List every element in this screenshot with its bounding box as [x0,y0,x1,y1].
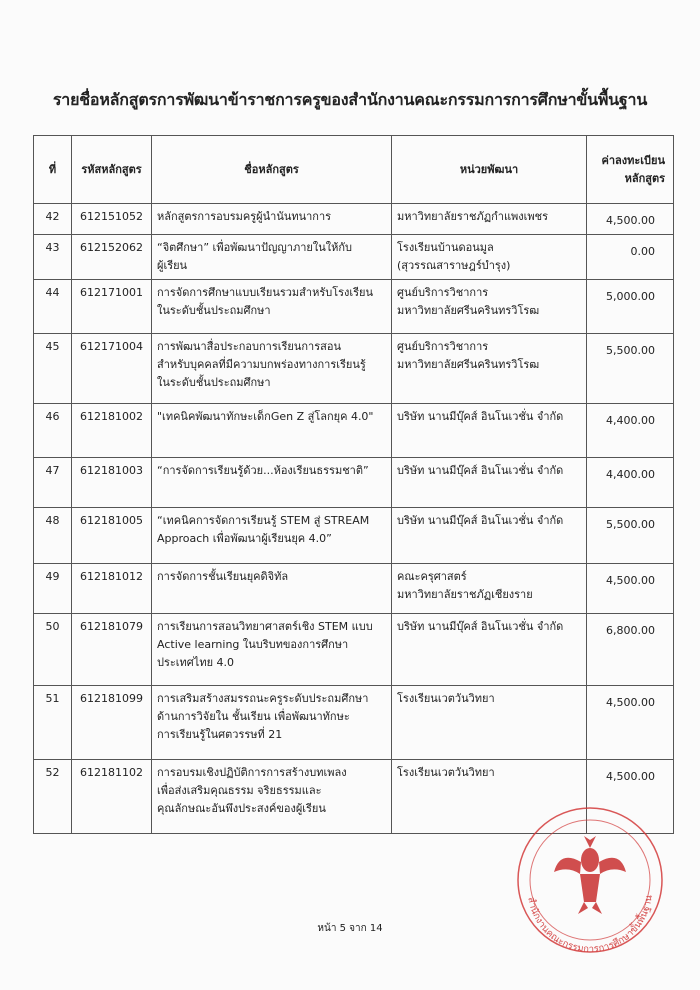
course-code: 612171004 [72,334,152,404]
table-row [34,280,674,334]
table-row [34,686,674,760]
course-name: การอบรมเชิงปฏิบัติการการสร้างบทเพลง เพื่อส่งเสริมคุณธรรม จริยธรรมและ คุณลักษณะอันพึงประสงค์ของผู้เรียน [152,760,392,834]
registration-fee: 4,400.00 [587,458,674,508]
provider-unit: บริษัท นานมีบุ๊คส์ อินโนเวชั่น จำกัด [392,458,587,508]
course-code: 612151052 [72,204,152,235]
course-code: 612181079 [72,614,152,686]
course-code: 612181012 [72,564,152,614]
header-unit: หน่วยพัฒนา [392,136,587,204]
registration-fee: 4,500.00 [587,760,674,834]
table-row [34,614,674,686]
course-name: การเสริมสร้างสมรรถนะครูระดับประถมศึกษา ด้านการวิจัยใน ชั้นเรียน เพื่อพัฒนาทักษะ การเรียนรู้ในศตวรรษที่ 21 [152,686,392,760]
course-code: 612152062 [72,235,152,280]
course-name: หลักสูตรการอบรมครูผู้นำนันทนาการ [152,204,392,235]
provider-unit: ศูนย์บริการวิชาการ มหาวิทยาลัยศรีนครินทรวิโรฒ [392,334,587,404]
table-row [34,404,674,458]
provider-unit: บริษัท นานมีบุ๊คส์ อินโนเวชั่น จำกัด [392,614,587,686]
row-number: 44 [34,280,72,334]
table-row [34,508,674,564]
stamp-text: สำนักงานคณะกรรมการการศึกษาขั้นพื้นฐาน [525,894,655,956]
course-name: การจัดการชั้นเรียนยุคดิจิทัล [152,564,392,614]
table-row [34,458,674,508]
provider-unit: โรงเรียนเวตวันวิทยา [392,760,587,834]
registration-fee: 4,500.00 [587,686,674,760]
registration-fee: 5,500.00 [587,508,674,564]
table-header-row [34,136,674,204]
page-title: รายชื่อหลักสูตรการพัฒนาข้าราชการครูของสำนักงานคณะกรรมการการศึกษาขั้นพื้นฐาน [52,90,648,109]
row-number: 46 [34,404,72,458]
row-number: 52 [34,760,72,834]
row-number: 42 [34,204,72,235]
course-code: 612171001 [72,280,152,334]
course-name: การจัดการศึกษาแบบเรียนรวมสำหรับโรงเรียน ในระดับชั้นประถมศึกษา [152,280,392,334]
row-number: 50 [34,614,72,686]
provider-unit: โรงเรียนบ้านดอนมูล (สุวรรณสาราษฎร์บำรุง) [392,235,587,280]
registration-fee: 4,400.00 [587,404,674,458]
page-number: หน้า 5 จาก 14 [317,923,383,934]
course-name: “การจัดการเรียนรู้ด้วย...ห้องเรียนธรรมชาติ” [152,458,392,508]
header-fee: ค่าลงทะเบียน หลักสูตร [587,136,674,204]
row-number: 49 [34,564,72,614]
garuda-emblem-icon [554,836,626,914]
registration-fee: 5,500.00 [587,334,674,404]
provider-unit: บริษัท นานมีบุ๊คส์ อินโนเวชั่น จำกัด [392,508,587,564]
row-number: 45 [34,334,72,404]
course-name: การเรียนการสอนวิทยาศาสตร์เชิง STEM แบบ Active learning ในบริบทของการศึกษา ประเทศไทย 4.0 [152,614,392,686]
table-row [34,204,674,235]
table-row [34,235,674,280]
course-table [33,135,674,834]
registration-fee: 0.00 [587,235,674,280]
course-code: 612181005 [72,508,152,564]
course-code: 612181102 [72,760,152,834]
provider-unit: บริษัท นานมีบุ๊คส์ อินโนเวชั่น จำกัด [392,404,587,458]
row-number: 47 [34,458,72,508]
header-no: ที่ [34,136,72,204]
row-number: 48 [34,508,72,564]
provider-unit: ศูนย์บริการวิชาการ มหาวิทยาลัยศรีนครินทรวิโรฒ [392,280,587,334]
provider-unit: มหาวิทยาลัยราชภัฏกำแพงเพชร [392,204,587,235]
registration-fee: 5,000.00 [587,280,674,334]
provider-unit: โรงเรียนเวตวันวิทยา [392,686,587,760]
row-number: 43 [34,235,72,280]
course-code: 612181099 [72,686,152,760]
registration-fee: 6,800.00 [587,614,674,686]
course-name: การพัฒนาสื่อประกอบการเรียนการสอน สำหรับบุคคลที่มีความบกพร่องทางการเรียนรู้ ในระดับชั้นประถมศึกษา [152,334,392,404]
course-name: “เทคนิคการจัดการเรียนรู้ STEM สู่ STREAM Approach เพื่อพัฒนาผู้เรียนยุค 4.0” [152,508,392,564]
provider-unit: คณะครุศาสตร์ มหาวิทยาลัยราชภัฏเชียงราย [392,564,587,614]
course-name: “จิตศึกษา” เพื่อพัฒนาปัญญาภายในให้กับ ผู้เรียน [152,235,392,280]
header-name: ชื่อหลักสูตร [152,136,392,204]
table-row [34,334,674,404]
course-name: "เทคนิคพัฒนาทักษะเด็กGen Z สู่โลกยุค 4.0" [152,404,392,458]
registration-fee: 4,500.00 [587,204,674,235]
official-seal-stamp [480,800,680,960]
course-code: 612181002 [72,404,152,458]
registration-fee: 4,500.00 [587,564,674,614]
table-row [34,564,674,614]
header-code: รหัสหลักสูตร [72,136,152,204]
row-number: 51 [34,686,72,760]
course-code: 612181003 [72,458,152,508]
